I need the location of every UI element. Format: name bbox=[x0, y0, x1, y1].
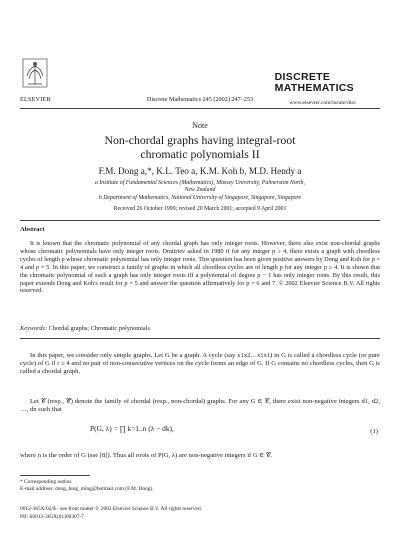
article-title bbox=[0, 134, 400, 161]
keywords bbox=[20, 325, 150, 332]
body-paragraph-1: In this paper, we consider only simple graphs. Let G be a graph. A cycle (say x1x2…x1x1) in G is called a chordless cycle (or pure cycle) of G if r ≥ 4 and no pair of non-consecutive vertices on the cycle forms an edge of G. If G contains no chordless cycles, then G is called a chordal graph. bbox=[20, 352, 380, 376]
affiliation-a bbox=[60, 180, 340, 194]
equation-number: (1) bbox=[370, 428, 378, 435]
equation-1: P(G, λ) = ∏ k=1..n (λ − dk), bbox=[90, 424, 174, 433]
abstract-heading: Abstract bbox=[20, 226, 45, 233]
journal-citation: Discrete Mathematics 245 (2002) 247–253 bbox=[146, 96, 254, 103]
abstract-top-divider bbox=[20, 220, 380, 221]
body-paragraph-2: Let 𝒞 (resp., 𝒞̄) denote the family of chordal (resp., non-chordal) graphs. For any G ∈ 𝒞, there exist non-negative integers d1, d2, …, dn such that bbox=[20, 398, 380, 414]
publisher-name: ELSEVIER bbox=[20, 96, 51, 103]
affiliation-a-line1: a Institute of Fundamental Sciences (Mathematics), Massey University, Palmerston North, bbox=[95, 180, 305, 186]
body-paragraph-3: where n is the order of G (see [8]). Thus all roots of P(G, λ) are non-negative integers if G ∈ 𝒞. bbox=[20, 452, 273, 459]
elsevier-logo-icon bbox=[22, 58, 48, 88]
footnote-email: E-mail address: dong_feng_ming@hotmail.com (F.M. Dong). bbox=[20, 486, 154, 492]
footnote-corresponding: * Corresponding author. bbox=[20, 479, 73, 485]
footnote-divider bbox=[20, 475, 90, 476]
copyright-line: 0012-365X/02/$ - see front matter © 2002 Elsevier Science B.V. All rights reserved. bbox=[20, 506, 202, 512]
abstract-text: It is known that the chromatic polynomial of any chordal graph has only integer roots. However, there also exist non-chordal graphs whose chromatic polynomials have only integer roots. Dmitriev asked in 1980 if for any integer p ≥ 4, there exists a graph with chordless cycles of length p whose chromatic polynomial has only integer roots. This question has been given positive answers by Dong and Koh for p = 4 and p = 5. In this paper, we construct a family of graphs in which all chordless cycles are of length p for any integer p ≥ 4. It is shown that the chromatic polynomial of such a graph has only integer roots iff a polynomial of degree p − 1 has only integer roots. By this result, this paper extends Dong and Koh's result for p = 5 and answer the question affirmatively for p = 6 and 7. © 2002 Elsevier Science B.V. All rights reserved. bbox=[20, 240, 381, 295]
affiliation-a-line2: New Zealand bbox=[184, 187, 216, 194]
keywords-label: Keywords: bbox=[20, 325, 48, 332]
affiliation-b: b Department of Mathematics, National University of Singapore, Singapore, Singapore bbox=[98, 195, 302, 201]
title-line2: chromatic polynomials II bbox=[140, 146, 260, 161]
received-dates: Received 26 October 1999; revised 20 March 2001; accepted 9 April 2001 bbox=[113, 206, 287, 212]
journal-title-line1: DISCRETE bbox=[274, 71, 331, 83]
journal-title-line2: MATHEMATICS bbox=[274, 82, 354, 94]
abstract-bottom-divider bbox=[20, 338, 380, 339]
pii-line: PII: S0012-365X(01)00307-7 bbox=[20, 514, 84, 520]
journal-url[interactable]: www.elsevier.com/locate/disc bbox=[289, 100, 356, 106]
author-list: F.M. Dong a,*, K.L. Teo a, K.M. Koh b, M.D. Hendy a bbox=[98, 166, 302, 176]
journal-title bbox=[275, 72, 354, 94]
keywords-list: Chordal graphs; Chromatic polynomials bbox=[47, 325, 150, 332]
header-divider bbox=[20, 108, 380, 109]
article-type: Note bbox=[192, 121, 208, 130]
title-line1: Non-chordal graphs having integral-root bbox=[104, 133, 296, 147]
